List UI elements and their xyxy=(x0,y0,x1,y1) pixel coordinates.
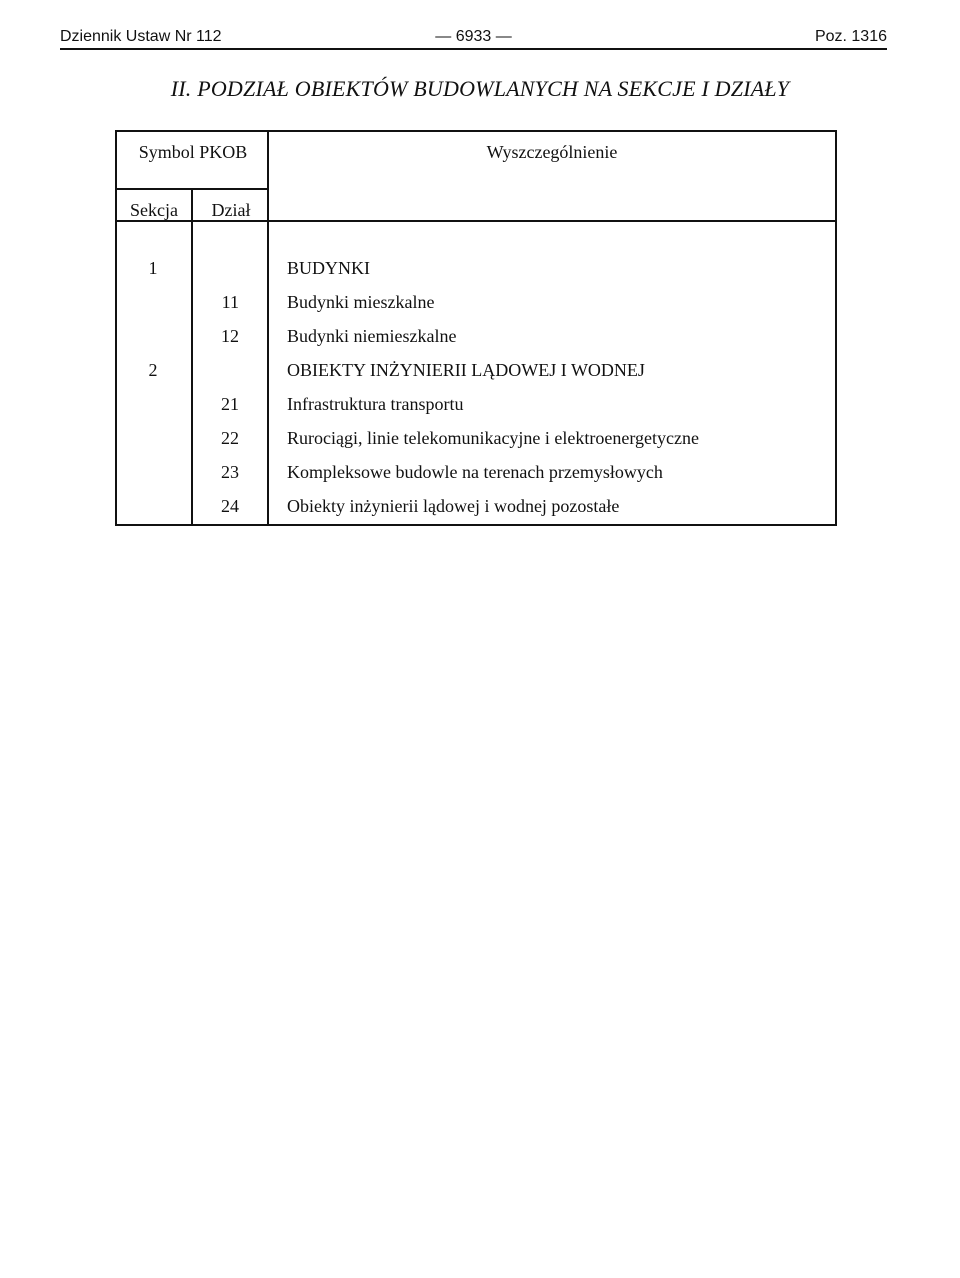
sekcja-cell: 1 xyxy=(148,258,158,278)
divider-symbol-subheader xyxy=(117,188,269,190)
section-title: II. PODZIAŁ OBIEKTÓW BUDOWLANYCH NA SEKCJE I DZIAŁY xyxy=(170,76,790,101)
page-header xyxy=(60,26,887,50)
dzial-cell: 11 xyxy=(221,292,239,312)
header-sekcja: Sekcja xyxy=(130,200,178,220)
table-row xyxy=(117,394,835,428)
page-number: — 6933 — xyxy=(435,28,512,45)
table-row xyxy=(117,258,835,292)
opis-cell: OBIEKTY INŻYNIERII LĄDOWEJ I WODNEJ xyxy=(287,360,645,380)
dzial-cell: 24 xyxy=(221,496,239,516)
classification-table xyxy=(115,130,837,526)
opis-cell: BUDYNKI xyxy=(287,258,370,278)
table-row xyxy=(117,428,835,462)
opis-cell: Rurociągi, linie telekomunikacyjne i elektroenergetyczne xyxy=(287,428,700,448)
dzial-cell: 21 xyxy=(221,394,239,414)
opis-cell: Infrastruktura transportu xyxy=(287,394,464,414)
table-row xyxy=(117,496,835,530)
table-row xyxy=(117,462,835,496)
table-row xyxy=(117,292,835,326)
dzial-cell: 23 xyxy=(221,462,239,482)
journal-name: Dziennik Ustaw Nr 112 xyxy=(60,28,222,45)
table-row xyxy=(117,360,835,394)
opis-cell: Budynki niemieszkalne xyxy=(287,326,457,346)
position-number: Poz. 1316 xyxy=(814,28,887,45)
sekcja-cell: 2 xyxy=(148,360,158,380)
dzial-cell: 22 xyxy=(221,428,239,448)
dzial-cell: 12 xyxy=(221,326,239,346)
opis-cell: Kompleksowe budowle na terenach przemysłowych xyxy=(287,462,663,482)
header-symbol-pkob: Symbol PKOB xyxy=(138,142,248,162)
header-dzial: Dział xyxy=(211,200,251,220)
table-row xyxy=(117,326,835,360)
opis-cell: Obiekty inżynierii lądowej i wodnej pozostałe xyxy=(287,496,620,516)
opis-cell: Budynki mieszkalne xyxy=(287,292,435,312)
header-wyszczegolnienie: Wyszczególnienie xyxy=(486,142,618,162)
